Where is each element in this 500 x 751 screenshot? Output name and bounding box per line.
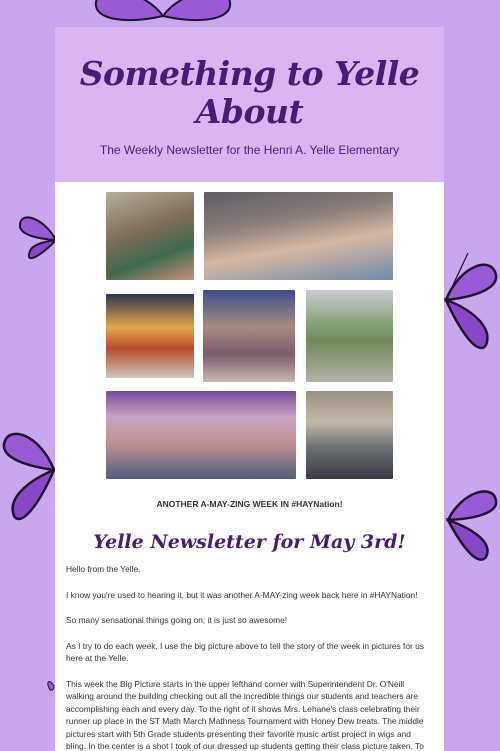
butterfly-icon — [12, 205, 60, 275]
newsletter-card — [55, 27, 444, 751]
body-paragraph: So many sensational things going on; it is just so awesome! — [66, 615, 288, 625]
photo-superintendent-visit[interactable] — [106, 192, 194, 280]
photo-class-celebration[interactable] — [204, 192, 393, 280]
body-paragraph: As I try to do each week, I use the big picture above to tell the story of the week in pictures for us here at the Yelle. — [66, 640, 424, 663]
butterfly-icon — [440, 245, 500, 360]
photo-class-picture[interactable] — [203, 290, 295, 382]
photo-collage[interactable] — [55, 182, 444, 482]
photo-group-students[interactable] — [306, 391, 393, 479]
body-paragraph: I know you're used to hearing it, but it was another A-MAY-zing week back here in #HAYNation! — [66, 589, 418, 600]
butterfly-icon — [442, 475, 500, 570]
section-title: Yelle Newsletter for May 3rd! — [93, 531, 406, 553]
photo-music-artist-project[interactable] — [106, 294, 194, 378]
newsletter-body — [55, 563, 444, 751]
body-paragraph: This week the Big Picture starts in the upper lefthand corner with Superintendent Dr. O'Neill walking around the building checking out all the incredible things our students and teachers are accomplishing each and every day. To the right of it shows Mrs. Lehane's class celebrating their runner up place in the ST Math March Mathness Tournament with Honey Dew treats. The middle pictures start with 5th Grade students presenting their favorite music artist project in wigs and bling. In the center is a shot I took of our dressed up students getting their class picture taken. To — [66, 678, 424, 751]
photo-caption: ANOTHER A-MAY-ZING WEEK IN #HAYNation! — [156, 499, 343, 509]
newsletter-header — [55, 27, 444, 182]
photo-hallway-students[interactable] — [106, 391, 296, 479]
body-paragraph: Hello from the Yelle. — [66, 564, 141, 574]
butterfly-icon — [0, 410, 58, 535]
newsletter-subtitle: The Weekly Newsletter for the Henri A. Yelle Elementary — [99, 143, 400, 157]
photo-outdoor-field[interactable] — [306, 290, 393, 382]
newsletter-title: Something to Yelle About — [79, 54, 420, 131]
butterfly-icon — [88, 0, 238, 30]
